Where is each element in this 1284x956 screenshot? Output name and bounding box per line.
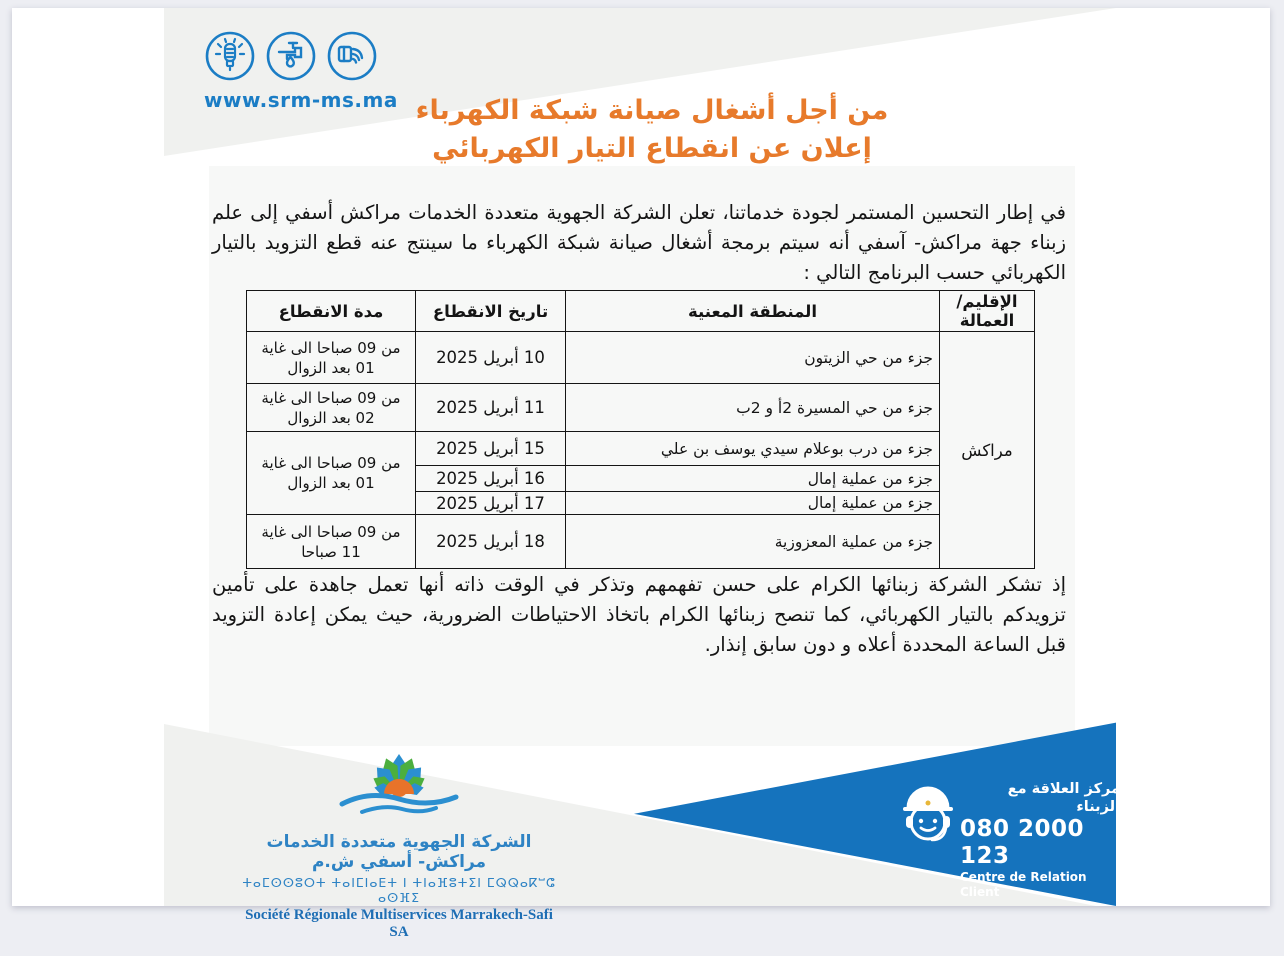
table-row [247,515,1035,569]
flyer-page [12,8,1270,940]
duration-cell: من 09 صباحا الى غاية 01 بعد الزوال [247,432,416,515]
zone-cell: جزء من عملية المعزوزية [566,515,940,569]
closing-paragraph: إذ تشكر الشركة زبنائها الكرام على حسن تفهمهم وتذكر في الوقت ذاته أنها تعمل جاهدة على تأمين تزويدكم بالتيار الكهربائي، كما تنصح زبنائها الكرام باتخاذ الاحتياطات الضرورية، حيث يمكن إعادة التزويد قبل الساعة المحددة أعلاه و دون سابق إنذار. [212,573,1066,656]
sanitation-icon [326,30,378,82]
zone-cell: جزء من عملية إمال [566,466,940,492]
call-center-label-arabic: مركز العلاقة مع الزبناء [1007,781,1120,815]
date-cell: 17 أبريل 2025 [416,492,566,515]
duration-cell: من 09 صباحا الى غاية 01 بعد الزوال [247,332,416,384]
company-brand-block [234,734,564,941]
announcement-title [332,92,972,168]
col-header-zone: المنطقة المعنية [566,291,940,332]
zone-cell: جزء من عملية إمال [566,492,940,515]
company-name-french: Société Régionale Multiservices Marrakech-Safi SA [245,907,553,940]
service-icons [204,30,424,82]
water-icon [265,30,317,82]
province-cell: مراكش [940,332,1035,569]
call-center-info [960,780,1120,900]
website-url: www.srm-ms.ma [204,88,398,112]
srm-logo [324,734,474,826]
table-row [247,384,1035,432]
date-cell: 18 أبريل 2025 [416,515,566,569]
call-center-label-french: Centre de Relation Client [960,870,1087,899]
col-header-date: تاريخ الانقطاع [416,291,566,332]
electricity-icon [204,30,256,82]
date-cell: 10 أبريل 2025 [416,332,566,384]
table-row [247,432,1035,466]
call-center-mascot-icon [896,782,960,848]
zone-cell: جزء من حي الزيتون [566,332,940,384]
intro-paragraph: في إطار التحسين المستمر لجودة خدماتنا، تعلن الشركة الجهوية متعددة الخدمات مراكش أسفي إلى علم زبناء جهة مراكش- آسفي أنه سيتم برمجة أشغال صيانة شبكة الكهرباء ما سينتج عنه قطع التزويد بالتيار الكهربائي حسب البرنامج التالي : [212,201,1066,284]
company-name-arabic: الشركة الجهوية متعددة الخدمات مراكش- أسفي ش.م [266,832,532,872]
date-cell: 16 أبريل 2025 [416,466,566,492]
duration-cell: من 09 صباحا الى غاية 02 بعد الزوال [247,384,416,432]
call-center-phone: 080 2000 123 [960,816,1085,869]
zone-cell: جزء من درب بوعلام سيدي يوسف بن علي [566,432,940,466]
col-header-duration: مدة الانقطاع [247,291,416,332]
title-line-1: من أجل أشغال صيانة شبكة الكهرباء [415,95,889,126]
table-header-row [247,291,1035,332]
date-cell: 15 أبريل 2025 [416,432,566,466]
outage-schedule-table [246,290,1035,569]
col-header-province: الإقليم/العمالة [940,291,1035,332]
zone-cell: جزء من حي المسيرة 2أ و 2ب [566,384,940,432]
title-line-2: إعلان عن انقطاع التيار الكهربائي [432,133,872,164]
date-cell: 11 أبريل 2025 [416,384,566,432]
duration-cell: من 09 صباحا الى غاية 11 صباحا [247,515,416,569]
company-name-tifinagh: ⵜⴰⵎⵙⵙⵓⵔⵜ ⵜⴰⵏⵎⵏⴰⴹⵜ ⵏ ⵜⵏⴰⴼⵓⵜⵉⵏ ⵎⵕⵕⴰⴽⵯⵛ ⴰⵙⴼⵉ [242,875,556,905]
table-row [247,332,1035,384]
